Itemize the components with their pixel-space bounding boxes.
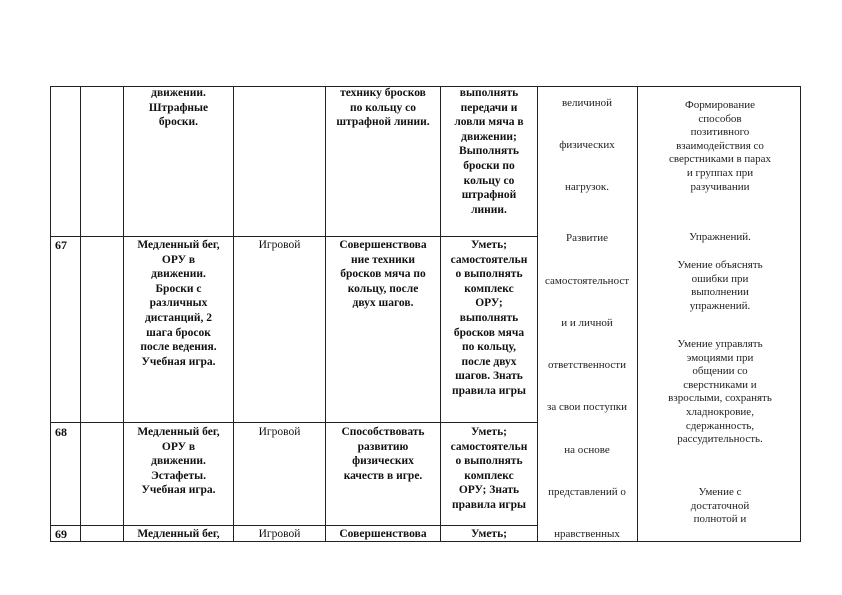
lesson-number-cell: 69 xyxy=(55,527,67,541)
personal-result-line: ответственности xyxy=(548,359,626,371)
meta-result-paragraph: Упражнений. xyxy=(689,231,751,243)
lesson-task-cell: Способствовать развитию физических качеств в игре. xyxy=(341,426,425,482)
lesson-topic-cell: Медленный бег, ОРУ в движении. Эстафеты. Учебная игра. xyxy=(137,426,220,497)
continuation-task-cell: технику бросков по кольцу со штрафной линии. xyxy=(336,87,430,129)
table-border-right xyxy=(800,86,801,542)
row-divider xyxy=(50,236,537,237)
meta-result-paragraph: Умение управлять эмоциями при общении со сверстниками и взрослыми, сохранять хладнокровие, сдержанность, рассудительность. xyxy=(668,338,772,446)
personal-result-line: нравственных xyxy=(554,528,620,540)
table-border-left xyxy=(50,86,51,542)
lesson-task-cell: Совершенствова ние техники бросков мяча по кольцу, после двух шагов. xyxy=(339,239,427,310)
lesson-result-cell: Уметь; xyxy=(471,528,507,540)
continuation-result-cell: выполнять передачи и ловли мяча в движении; Выполнять броски по кольцу со штрафной линии. xyxy=(454,87,524,216)
meta-result-paragraph: Формирование способов позитивного взаимодействия со сверстниками в парах и группах при разучивании xyxy=(668,99,772,193)
lesson-type-cell: Игровой xyxy=(258,426,301,438)
personal-result-line: величиной xyxy=(561,97,613,109)
lesson-number-cell: 68 xyxy=(55,425,67,439)
column-divider xyxy=(80,86,81,542)
personal-result-line: Развитие xyxy=(565,232,608,244)
personal-result-line: нагрузок. xyxy=(564,181,609,193)
personal-result-line: физических xyxy=(559,139,615,151)
personal-result-line: самостоятельност xyxy=(544,275,630,287)
lesson-number-cell: 67 xyxy=(55,238,67,252)
row-divider xyxy=(50,525,537,526)
personal-result-line: представлений о xyxy=(548,486,626,498)
table-border-bottom xyxy=(50,541,800,542)
lesson-topic-cell: Медленный бег, xyxy=(137,528,220,540)
lesson-type-cell: Игровой xyxy=(258,239,301,251)
lesson-type-cell: Игровой xyxy=(258,528,301,540)
lesson-task-cell: Совершенствова xyxy=(339,528,427,540)
meta-result-paragraph: Умение с достаточной полнотой и xyxy=(690,486,750,526)
column-divider xyxy=(537,86,538,542)
lesson-result-cell: Уметь; самостоятельн о выполнять комплекс ОРУ; выполнять бросков мяча по кольцу, после двух шагов. Знать правила игры xyxy=(450,239,528,397)
row-divider xyxy=(50,422,537,423)
column-divider xyxy=(233,86,234,542)
lesson-result-cell: Уметь; самостоятельн о выполнять комплекс ОРУ; Знать правила игры xyxy=(450,426,528,511)
personal-result-line: на основе xyxy=(564,444,610,456)
personal-result-line: за свои поступки xyxy=(547,401,627,413)
column-divider xyxy=(637,86,638,542)
personal-result-line: и и личной xyxy=(561,317,613,329)
continuation-topic-cell: движении. Штрафные броски. xyxy=(148,87,209,129)
lesson-topic-cell: Медленный бег, ОРУ в движении. Броски с различных дистанций, 2 шага бросок после ведения. Учебная игра. xyxy=(137,239,220,368)
meta-result-paragraph: Умение объяснять ошибки при выполнении упражнений. xyxy=(677,259,763,312)
